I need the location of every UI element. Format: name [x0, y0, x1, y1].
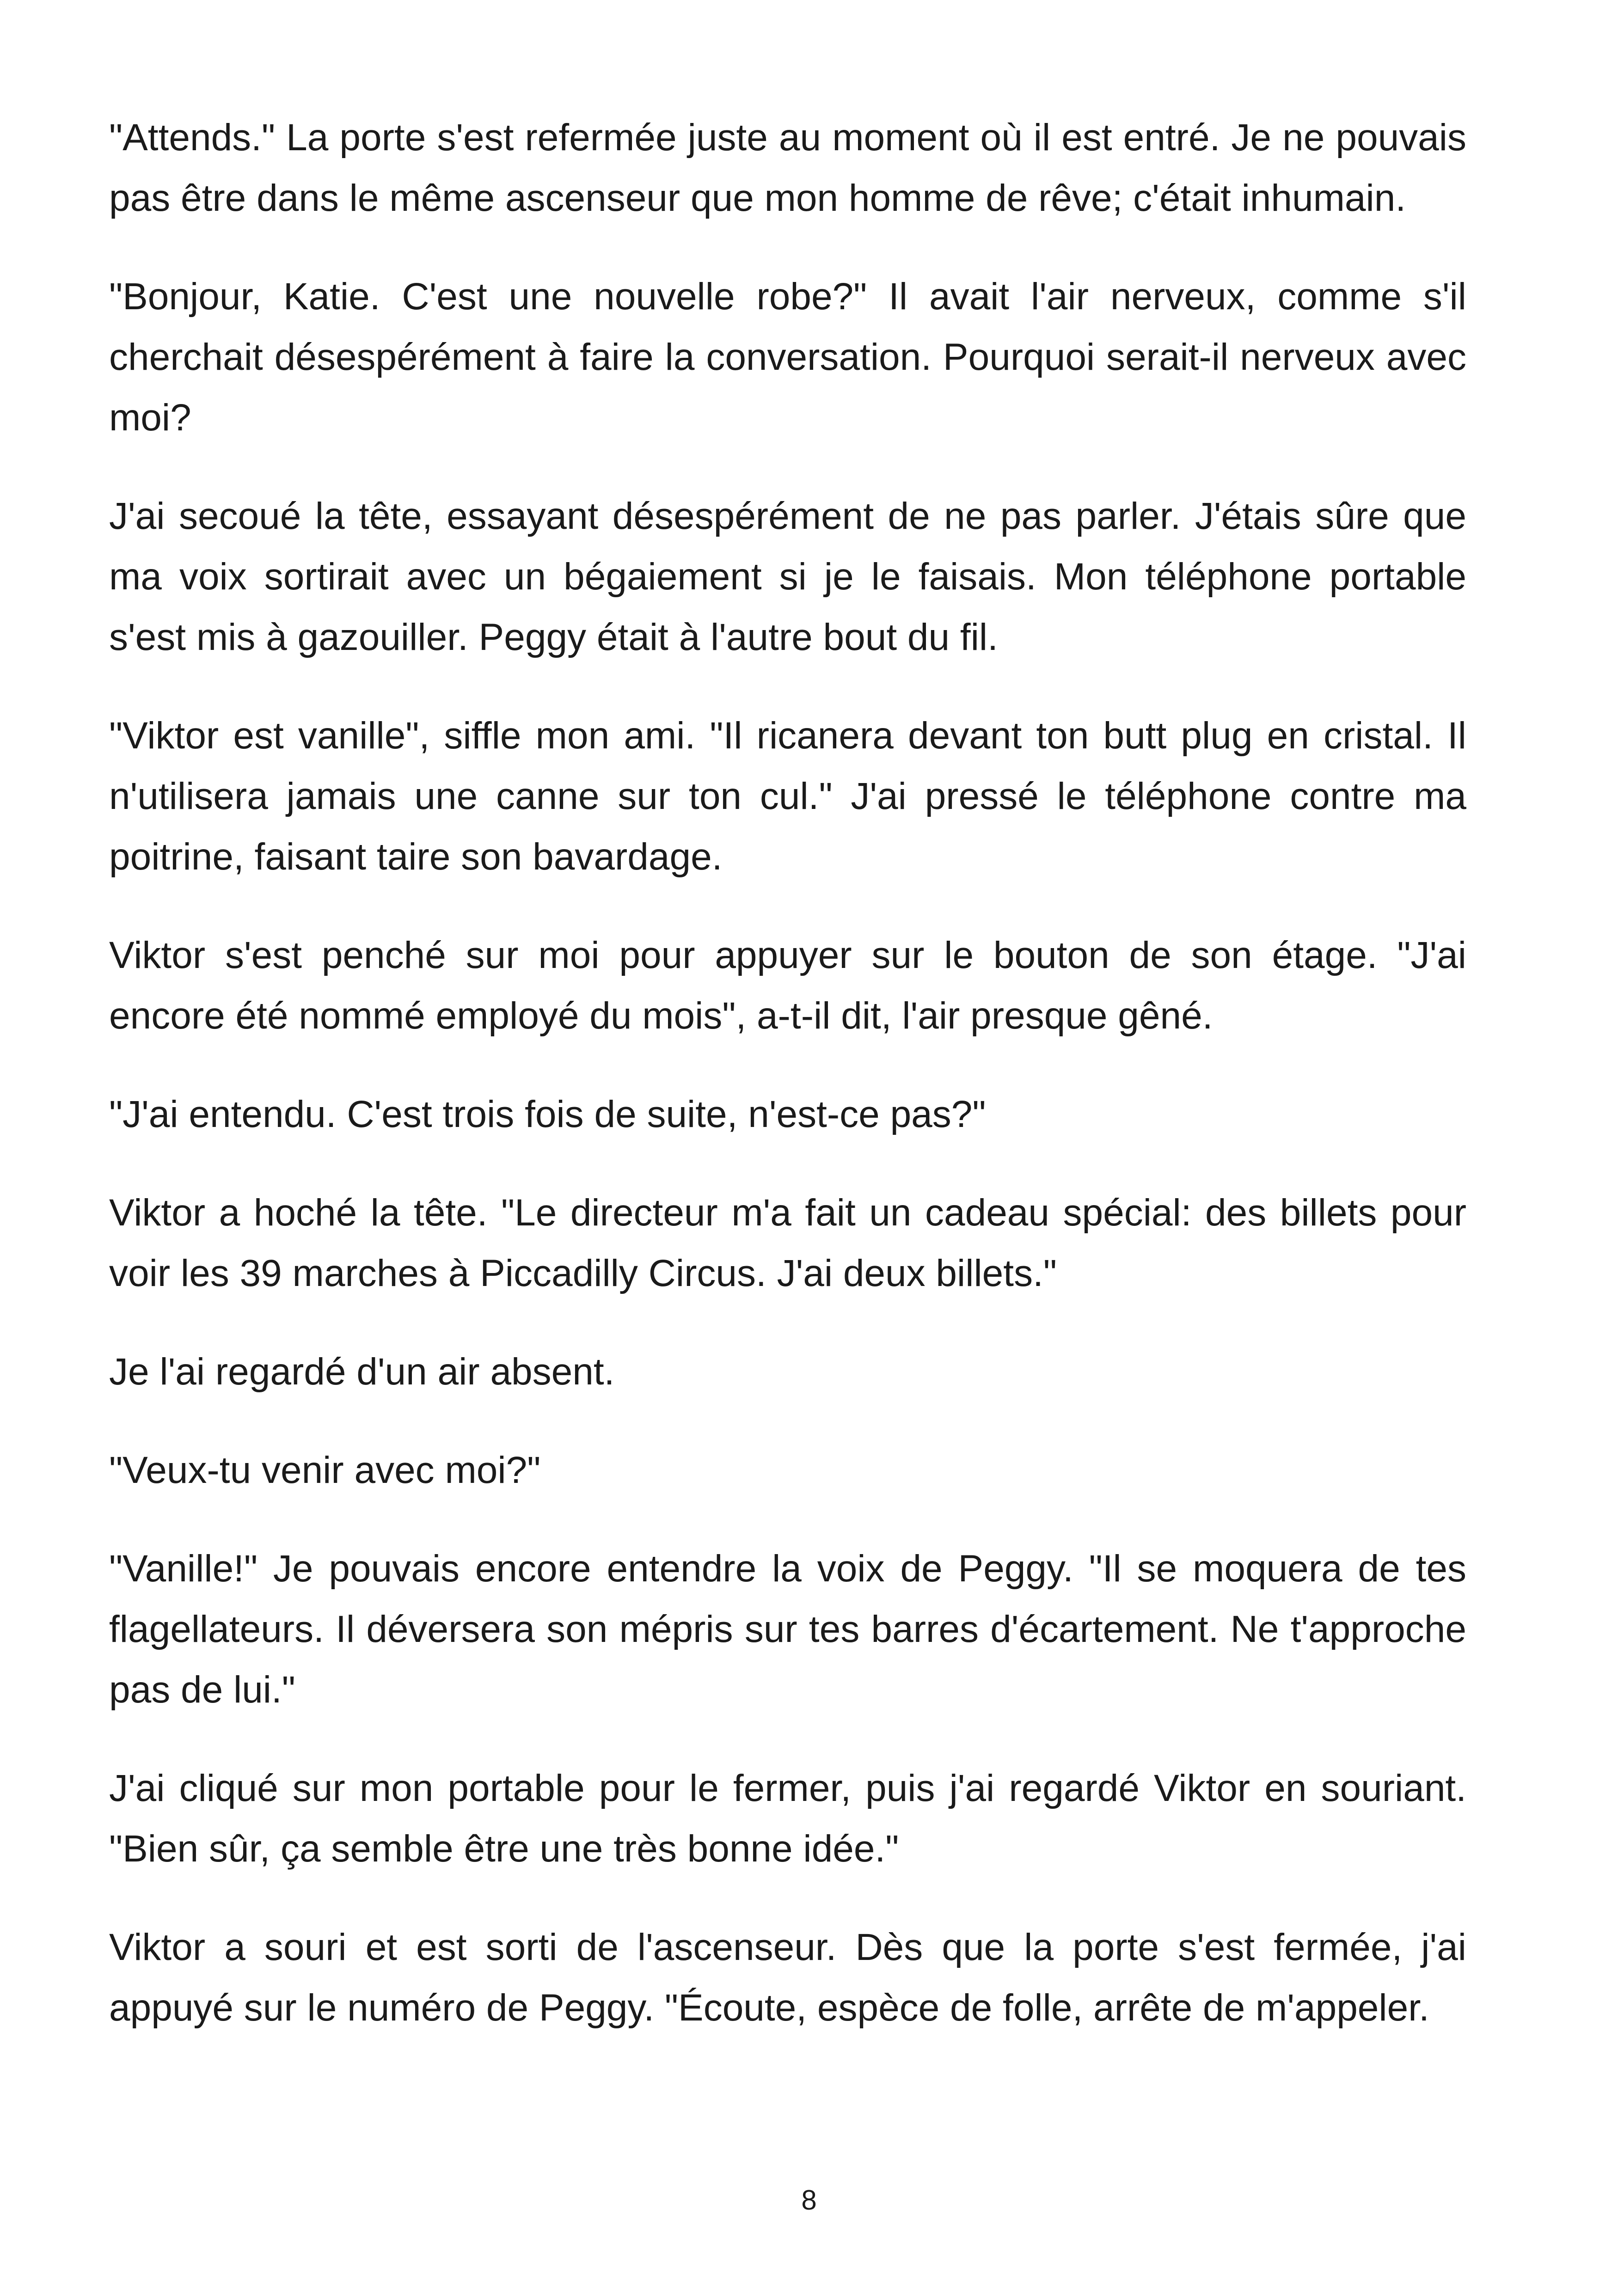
paragraph-5: Viktor s'est penché sur moi pour appuyer sur le bouton de son étage. "J'ai encore été nommé employé du mois", a-t-il dit, l'air presque gêné.	[109, 934, 1466, 1037]
paragraph-11: J'ai cliqué sur mon portable pour le fermer, puis j'ai regardé Viktor en souriant. "Bien sûr, ça semble être une très bonne idée."	[109, 1767, 1466, 1870]
paragraph-2: "Bonjour, Katie. C'est une nouvelle robe?" Il avait l'air nerveux, comme s'il cherchait désespérément à faire la conversation. Pourquoi serait-il nerveux avec moi?	[109, 276, 1466, 439]
paragraph-7: Viktor a hoché la tête. "Le directeur m'a fait un cadeau spécial: des billets pour voir les 39 marches à Piccadilly Circus. J'ai deux billets."	[109, 1192, 1466, 1294]
paragraph-1: "Attends." La porte s'est refermée juste au moment où il est entré. Je ne pouvais pas être dans le même ascenseur que mon homme de rêve; c'était inhumain.	[109, 116, 1466, 219]
paragraph-10: "Vanille!" Je pouvais encore entendre la voix de Peggy. "Il se moquera de tes flagellateurs. Il déversera son mépris sur tes barres d'écartement. Ne t'approche pas de lui."	[109, 1548, 1466, 1711]
paragraph-3: J'ai secoué la tête, essayant désespérément de ne pas parler. J'étais sûre que ma voix sortirait avec un bégaiement si je le faisais. Mon téléphone portable s'est mis à gazouiller. Peggy était à l'autre bout du fil.	[109, 495, 1466, 658]
paragraph-9: "Veux-tu venir avec moi?"	[109, 1449, 541, 1491]
paragraph-12: Viktor a souri et est sorti de l'ascenseur. Dès que la porte s'est fermée, j'ai appuyé sur le numéro de Peggy. "Écoute, espèce de folle, arrête de m'appeler.	[109, 1926, 1466, 2029]
paragraph-4: "Viktor est vanille", siffle mon ami. "Il ricanera devant ton butt plug en cristal. Il n'utilisera jamais une canne sur ton cul." J'ai pressé le téléphone contre ma poitrine, faisant taire son bavardage.	[109, 715, 1466, 878]
page-number: 8	[801, 2185, 817, 2216]
paragraph-6: "J'ai entendu. C'est trois fois de suite, n'est-ce pas?"	[109, 1093, 986, 1135]
body-text	[109, 107, 1466, 2076]
paragraph-8: Je l'ai regardé d'un air absent.	[109, 1351, 615, 1393]
